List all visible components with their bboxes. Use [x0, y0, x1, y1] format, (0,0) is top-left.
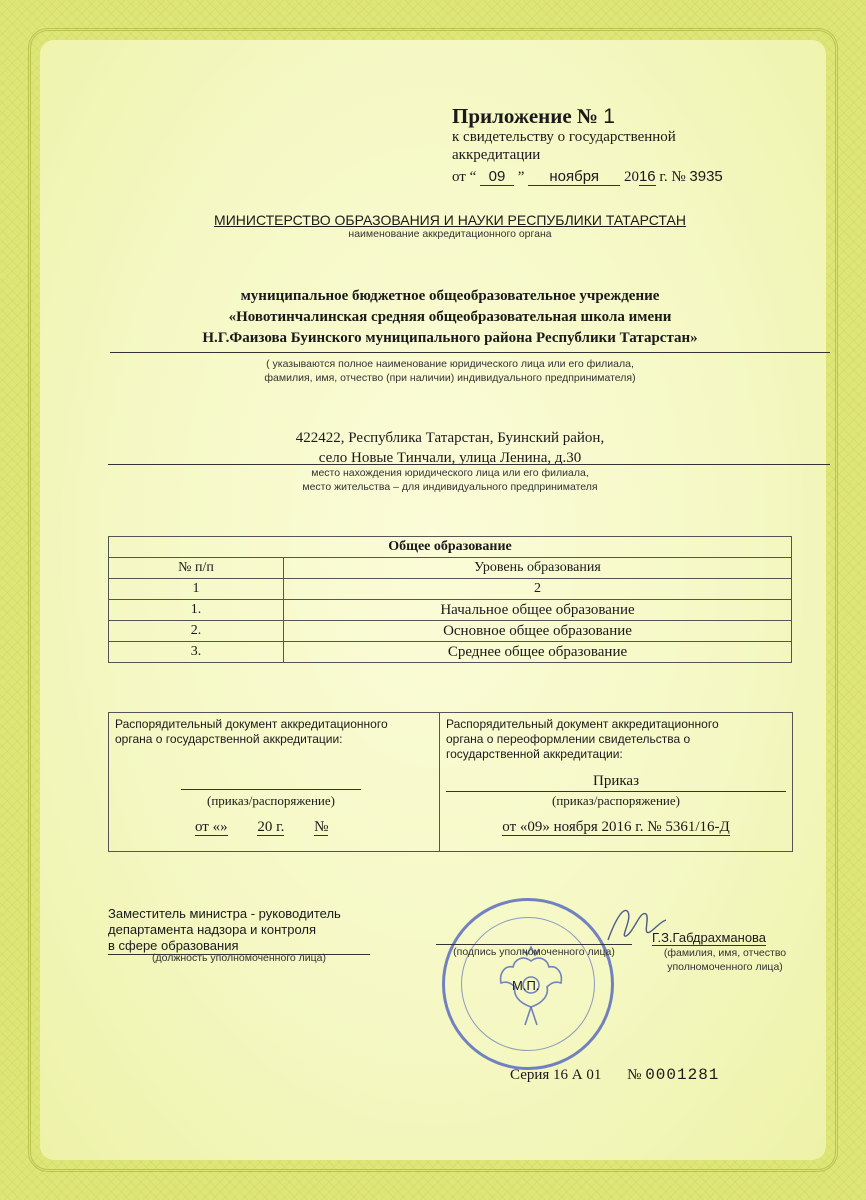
- doc-left-text: [115, 717, 388, 747]
- reg-label: г. №: [659, 169, 686, 185]
- series-number: 0001281: [645, 1066, 720, 1084]
- appendix-title: [452, 104, 615, 129]
- address-line2: село Новые Тинчали, улица Ленина, д.30: [318, 450, 582, 466]
- doc-right-text1: Распорядительный документ аккредитационного: [446, 717, 719, 731]
- appendix-subtitle-line2: аккредитации: [452, 147, 541, 163]
- address-hint: [150, 466, 750, 494]
- doc-right-box: [439, 712, 793, 852]
- signer-name: Г.З.Габдрахманова: [652, 930, 767, 945]
- signer-name-hint: [640, 946, 810, 974]
- stamp-place-label: М.П.: [512, 978, 540, 993]
- address-line1: 422422, Республика Татарстан, Буинский район,: [295, 430, 605, 446]
- table-row: [109, 621, 792, 642]
- doc-left-text1: Распорядительный документ аккредитационного: [115, 717, 388, 731]
- organization-hint: [150, 357, 750, 385]
- table-row-num: 2.: [109, 621, 284, 642]
- table-row: [109, 600, 792, 621]
- doc-right-text2: органа о переоформлении свидетельства о: [446, 732, 691, 746]
- table-row-level: Среднее общее образование: [284, 642, 792, 663]
- address-hint1: место нахождения юридического лица или его филиала,: [311, 467, 589, 479]
- appendix-title-text: Приложение №: [452, 104, 599, 128]
- table-row-level: Начальное общее образование: [284, 600, 792, 621]
- table-index-row: [109, 579, 792, 600]
- table-header-row: [109, 558, 792, 579]
- reg-number: 3935: [689, 168, 723, 185]
- organization-underline: [110, 352, 830, 353]
- series-value: 16 А 01: [553, 1067, 602, 1083]
- sign-hint: (подпись уполномоченного лица): [453, 946, 615, 958]
- doc-right-date: от «09» ноября 2016 г. № 5361/16-Д: [502, 819, 730, 835]
- table-header-level: Уровень образования: [284, 558, 792, 579]
- date-month: ноября: [528, 168, 620, 186]
- address-underline: [108, 464, 830, 465]
- series-label: Серия: [510, 1067, 550, 1083]
- signer-position3: в сфере образования: [108, 938, 370, 955]
- date-mid: ”: [517, 169, 525, 185]
- organization-line1: муниципальное бюджетное общеобразовательное учреждение: [240, 288, 660, 304]
- date-day: 09: [480, 168, 514, 186]
- signer-name-hint2: уполномоченного лица): [667, 961, 783, 973]
- table-header-num: № п/п: [109, 558, 284, 579]
- signer-position2: департамента надзора и контроля: [108, 922, 317, 937]
- table-index-num: 1: [109, 579, 284, 600]
- series-no-label: №: [627, 1067, 642, 1083]
- table-title: Общее образование: [109, 537, 792, 558]
- doc-left-date: [195, 819, 328, 836]
- table-row-num: 3.: [109, 642, 284, 663]
- education-table: [108, 536, 792, 663]
- doc-right-line: [446, 791, 786, 792]
- appendix-subtitle-line1: к свидетельству о государственной: [452, 129, 676, 145]
- organization-line2: «Новотинчалинская средняя общеобразовательная школа имени: [228, 309, 672, 325]
- signer-position1: Заместитель министра - руководитель: [108, 906, 341, 921]
- doc-right-hint: (приказ/распоряжение): [552, 793, 680, 808]
- appendix-number: 1: [603, 105, 615, 128]
- organization-line3: Н.Г.Фаизова Буинского муниципального района Республики Татарстан»: [202, 330, 698, 346]
- signer-position: [108, 906, 370, 955]
- organization-block: [110, 286, 790, 349]
- doc-left-date-no: №: [314, 819, 329, 835]
- doc-left-box: [108, 712, 440, 852]
- organization-hint1: ( указываются полное наименование юридического лица или его филиала,: [266, 358, 634, 370]
- table-row-num: 1.: [109, 600, 284, 621]
- sign-line: [436, 944, 632, 945]
- doc-right-text: [446, 717, 719, 762]
- doc-left-text2: органа о государственной аккредитации:: [115, 732, 343, 746]
- doc-left-date-from: от «»: [195, 819, 228, 835]
- appendix-subtitle: [452, 128, 676, 164]
- table-index-level: 2: [284, 579, 792, 600]
- series-block: [510, 1066, 719, 1084]
- organization-hint2: фамилия, имя, отчество (при наличии) индивидуального предпринимателя): [264, 372, 636, 384]
- table-row: [109, 642, 792, 663]
- date-year-prefix: 20: [623, 169, 639, 185]
- table-title-row: [109, 537, 792, 558]
- address-block: [160, 428, 740, 468]
- table-row-level: Основное общее образование: [284, 621, 792, 642]
- doc-right-text3: государственной аккредитации:: [446, 747, 623, 761]
- address-hint2: место жительства – для индивидуального предпринимателя: [302, 481, 598, 493]
- appendix-date: [452, 168, 723, 186]
- doc-left-date-year: 20 г.: [257, 819, 285, 835]
- doc-left-line: [181, 789, 361, 790]
- authority-name: МИНИСТЕРСТВО ОБРАЗОВАНИЯ И НАУКИ РЕСПУБЛИКИ ТАТАРСТАН: [214, 212, 686, 228]
- doc-left-hint: (приказ/распоряжение): [207, 793, 335, 808]
- doc-right-date-wrap: [446, 819, 786, 836]
- authority-block: [150, 212, 750, 240]
- signer-position-hint: (должность уполномоченного лица): [151, 952, 327, 964]
- authority-hint: наименование аккредитационного органа: [348, 228, 552, 240]
- signer-name-hint1: (фамилия, имя, отчество: [663, 947, 787, 959]
- doc-right-value: Приказ: [592, 773, 639, 789]
- date-prefix: от “: [452, 169, 477, 185]
- date-year: 16: [638, 168, 656, 185]
